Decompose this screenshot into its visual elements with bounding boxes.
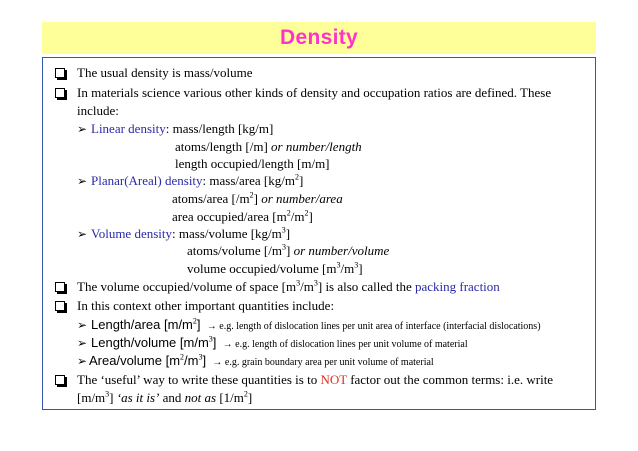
q3-label-close: ] — [202, 353, 207, 368]
volume-def2-italic: or number/volume — [290, 243, 390, 258]
superscript: 3 — [105, 389, 110, 399]
arrow-bullet-icon: ➢ — [77, 318, 88, 332]
checkbox-bullet-icon — [55, 88, 65, 98]
b5-l2-b: ] — [109, 390, 117, 405]
planar-def2-italic: or number/area — [257, 191, 343, 206]
planar-density-label: Planar(Areal) density — [91, 173, 203, 188]
quantity-length-area — [77, 317, 541, 335]
bullet-5 — [55, 372, 553, 388]
superscript: 2 — [192, 316, 197, 326]
superscript: 3 — [198, 352, 203, 362]
superscript: 3 — [281, 225, 286, 235]
superscript: 2 — [249, 190, 254, 200]
bullet-3-text: The volume occupied/volume of space [m — [77, 279, 297, 294]
superscript: 3 — [296, 278, 301, 288]
linear-def2-text: atoms/length [/m] — [175, 139, 268, 154]
slide-title: Density — [280, 26, 358, 49]
bullet-4-text: In this context other important quantities include: — [77, 298, 335, 313]
planar-density-item — [77, 173, 303, 189]
checkbox-bullet-icon — [55, 282, 65, 292]
volume-def3-mid: /m — [340, 261, 355, 276]
superscript: 3 — [336, 260, 341, 270]
planar-def2-close: ] — [253, 191, 258, 206]
q2-label-close: ] — [212, 335, 217, 350]
volume-def2-text: atoms/volume [/m — [187, 243, 282, 258]
q1-label: Length/area [m/m — [91, 317, 193, 332]
superscript: 2 — [180, 352, 185, 362]
volume-density-def3 — [187, 261, 363, 277]
quantity-area-volume — [77, 353, 434, 371]
superscript: 2 — [243, 389, 248, 399]
checkbox-bullet-icon — [55, 375, 65, 385]
bullet-4 — [55, 298, 334, 314]
bullet-2 — [55, 85, 551, 101]
b5-l2-g: ] — [247, 390, 253, 405]
volume-density-def2 — [187, 243, 389, 259]
q3-label: Area/volume [m — [89, 353, 181, 368]
arrow-bullet-icon: ➢ — [77, 227, 88, 241]
superscript: 2 — [294, 172, 299, 182]
bullet-2-line2 — [77, 103, 119, 119]
volume-density-label: Volume density — [91, 226, 173, 241]
linear-def2-italic: or number/length — [267, 139, 362, 154]
b5-l2-f: [1/m — [216, 390, 244, 405]
superscript: 3 — [313, 278, 318, 288]
not-as-text: not as — [184, 390, 217, 405]
linear-density-label: Linear density — [91, 121, 166, 136]
q3-label-mid: /m — [184, 353, 199, 368]
q1-description: → e.g. length of dislocation lines per unit area of interface (interfacial dislocations) — [206, 321, 541, 332]
bullet-5-text: The ‘useful’ way to write these quantities is to — [77, 372, 321, 387]
planar-def1-close: ] — [298, 173, 304, 188]
planar-def3-text: area occupied/area [m — [172, 209, 287, 224]
superscript: 3 — [354, 260, 359, 270]
checkbox-bullet-icon — [55, 301, 65, 311]
linear-density-def3 — [175, 156, 330, 172]
q2-label: Length/volume [m/m — [91, 335, 209, 350]
b5-l2-a: [m/m — [77, 390, 106, 405]
planar-density-def2 — [172, 191, 343, 207]
b5-l2-d: and — [159, 390, 185, 405]
as-it-is-text: ‘as it is’ — [116, 390, 160, 405]
superscript: 2 — [304, 208, 309, 218]
bullet-3 — [55, 279, 500, 295]
volume-def3-close: ] — [358, 261, 363, 276]
bullet-5-post: factor out the common terms: i.e. write — [346, 372, 554, 387]
bullet-2-text-line2: include: — [77, 103, 119, 118]
linear-density-item — [77, 121, 273, 137]
not-emphasis: NOT — [320, 372, 347, 387]
volume-def2-close: ] — [285, 243, 291, 258]
superscript: 2 — [286, 208, 291, 218]
bullet-3-post: ] is also called the — [317, 279, 415, 294]
arrow-bullet-icon: ➢ — [77, 354, 88, 368]
q3-description: → e.g. grain boundary area per unit volume of material — [212, 357, 434, 368]
quantity-length-volume — [77, 335, 468, 353]
superscript: 3 — [281, 242, 286, 252]
q1-label-close: ] — [196, 317, 201, 332]
checkbox-bullet-icon — [55, 68, 65, 78]
linear-density-def1: : mass/length [kg/m] — [165, 121, 274, 136]
superscript: 3 — [208, 334, 213, 344]
volume-def1-text: : mass/volume [kg/m — [172, 226, 282, 241]
q2-description: → e.g. length of dislocation lines per unit volume of material — [222, 339, 468, 350]
bullet-1 — [55, 65, 252, 81]
bullet-1-text: The usual density is mass/volume — [77, 65, 253, 80]
title-bar — [42, 22, 596, 54]
planar-def3-close: ] — [308, 209, 313, 224]
volume-def3-text: volume occupied/volume [m — [187, 261, 337, 276]
volume-density-item — [77, 226, 290, 242]
planar-def3-mid: /m — [290, 209, 305, 224]
arrow-bullet-icon: ➢ — [77, 174, 88, 188]
planar-def1-text: : mass/area [kg/m — [202, 173, 295, 188]
bullet-2-text-line1: In materials science various other kinds of density and occupation ratios are defined. These — [77, 85, 552, 100]
linear-def3-text: length occupied/length [m/m] — [175, 156, 330, 171]
arrow-bullet-icon: ➢ — [77, 122, 88, 136]
bullet-5-line2 — [77, 390, 252, 406]
planar-density-def3 — [172, 209, 313, 225]
packing-fraction-term: packing fraction — [414, 279, 500, 294]
linear-density-def2 — [175, 139, 362, 155]
bullet-3-mid: /m — [300, 279, 314, 294]
volume-def1-close: ] — [285, 226, 291, 241]
arrow-bullet-icon: ➢ — [77, 336, 88, 350]
planar-def2-text: atoms/area [/m — [172, 191, 250, 206]
